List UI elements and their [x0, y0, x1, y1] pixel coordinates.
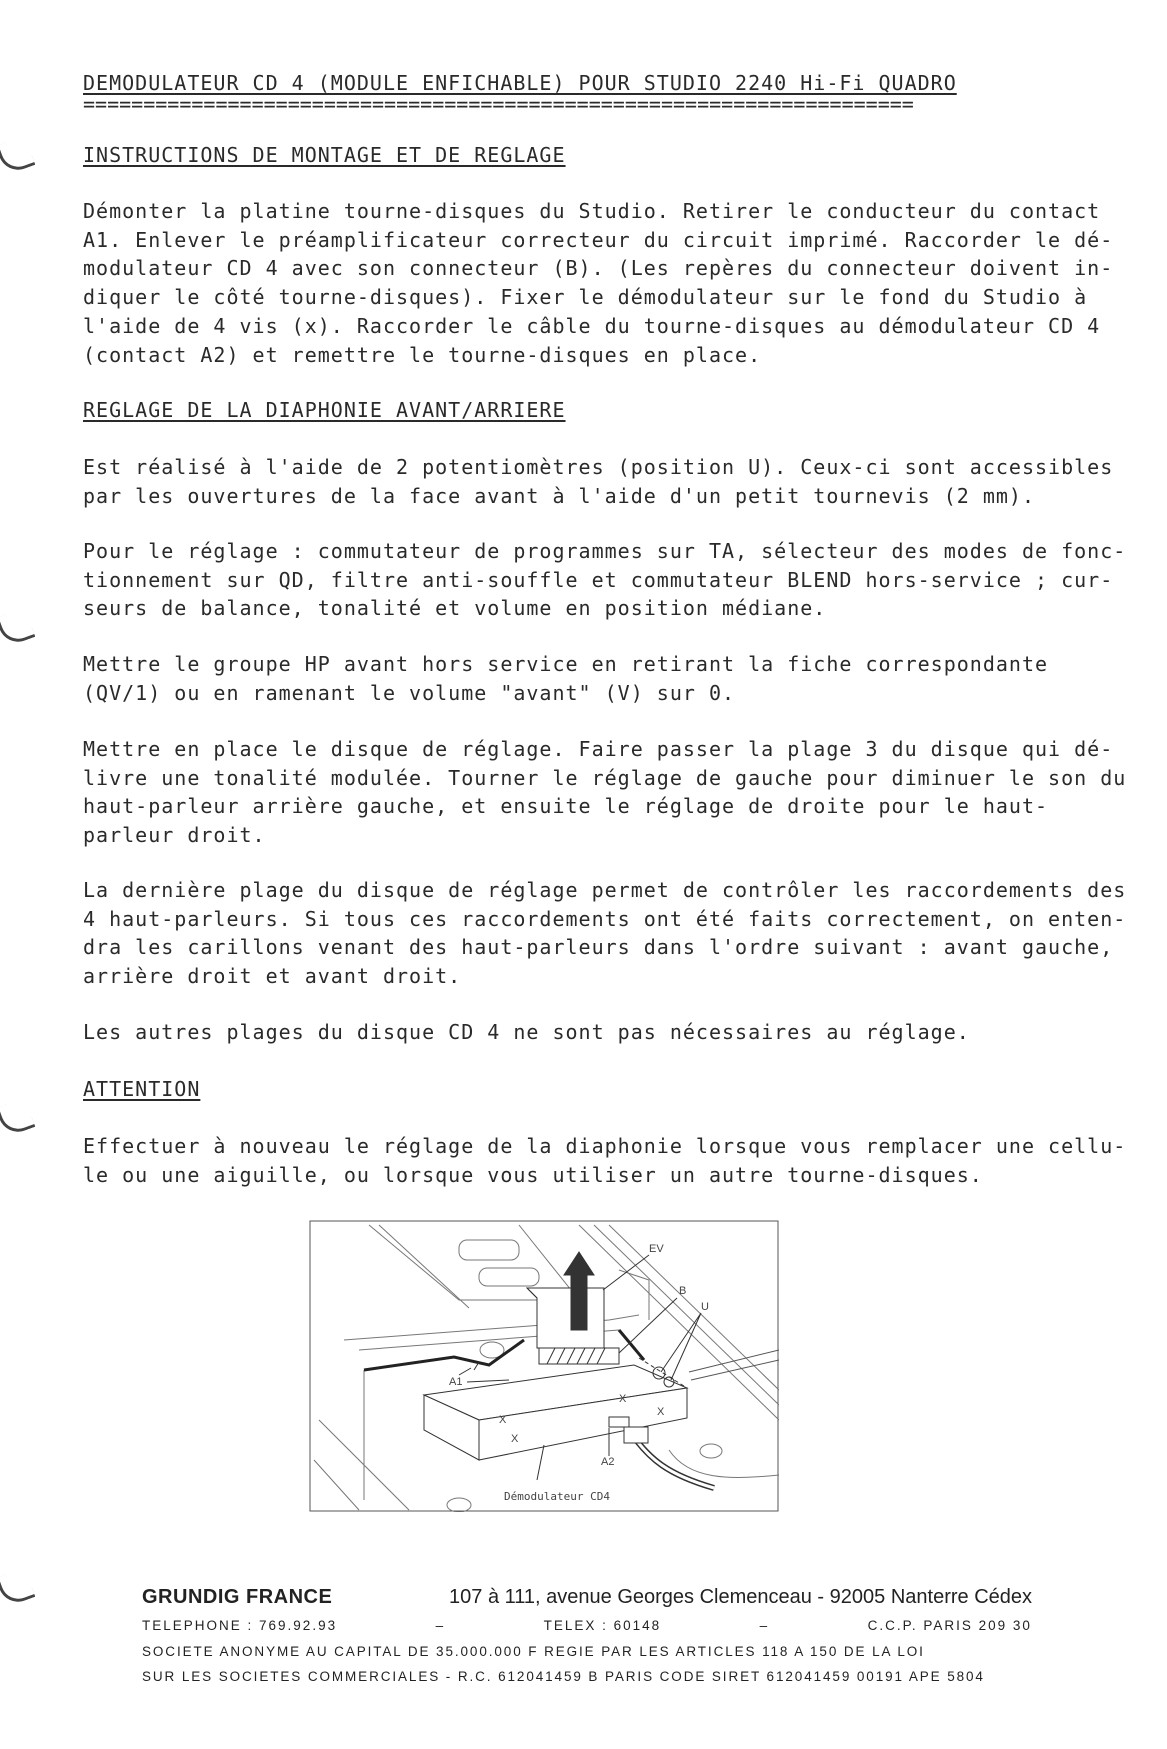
footer-contact-row	[142, 1618, 1032, 1633]
label-screw-x: X	[657, 1406, 665, 1418]
separator: –	[435, 1618, 446, 1633]
label-screw-x: X	[499, 1414, 507, 1426]
section-heading-attention: ATTENTION	[83, 1077, 201, 1101]
company-address: 107 à 111, avenue Georges Clemenceau - 92005 Nanterre Cédex	[449, 1586, 1032, 1608]
title-double-rule: =====================================================================	[83, 98, 914, 110]
punch-hole-mark	[0, 136, 35, 176]
paragraph: Démonter la platine tourne-disques du Studio. Retirer le conducteur du contact A1. Enlever le préamplificateur correcteur du circuit imprimé. Raccorder le dé- modulateur CD 4 avec son connecteur (B). (Les repères du connecteur doivent in- diquer le côté tourne-disques). Fixer le démodulateur sur le fond du Studio à l'aide de 4 vis (x). Raccorder le câble du tourne-disques au démodulateur CD 4 (contact A2) et remettre le tourne-disques en place.	[83, 199, 1114, 367]
label-screw-x: X	[619, 1393, 627, 1405]
installation-diagram	[309, 1220, 779, 1512]
section-heading-montage: INSTRUCTIONS DE MONTAGE ET DE REGLAGE	[83, 143, 566, 167]
document-title: DEMODULATEUR CD 4 (MODULE ENFICHABLE) POUR STUDIO 2240 Hi-Fi QUADRO	[83, 71, 957, 95]
label-screw-x: X	[511, 1433, 519, 1445]
label-a2: A2	[601, 1456, 615, 1468]
legal-line-2: SUR LES SOCIETES COMMERCIALES - R.C. 612041459 B PARIS CODE SIRET 612041459 00191 APE 5804	[142, 1669, 985, 1684]
label-b: B	[679, 1285, 687, 1297]
demodulator-module	[424, 1365, 687, 1460]
paragraph: Mettre le groupe HP avant hors service en retirant la fiche correspondante (QV/1) ou en ramenant le volume "avant" (V) sur 0.	[83, 652, 1049, 705]
telephone: TELEPHONE : 769.92.93	[142, 1618, 338, 1633]
label-ev: EV	[649, 1243, 664, 1255]
paragraph: Pour le réglage : commutateur de programmes sur TA, sélecteur des modes de fonc- tionnement sur QD, filtre anti-souffle et commutateur BLEND hors-service ; cur- seurs de balance, tonalité et volume en position médiane.	[83, 539, 1127, 621]
paragraph: Les autres plages du disque CD 4 ne sont pas nécessaires au réglage.	[83, 1020, 970, 1044]
paragraph: Est réalisé à l'aide de 2 potentiomètres (position U). Ceux-ci sont accessibles par les ouvertures de la face avant à l'aide d'un petit tournevis (2 mm).	[83, 455, 1114, 508]
punch-hole-mark	[0, 608, 35, 648]
punch-hole-mark	[0, 1568, 35, 1608]
punch-hole-mark	[0, 1098, 35, 1138]
legal-line-1: SOCIETE ANONYME AU CAPITAL DE 35.000.000 F REGIE PAR LES ARTICLES 118 A 150 DE LA LOI	[142, 1644, 925, 1659]
paragraph: Mettre en place le disque de réglage. Faire passer la plage 3 du disque qui dé- livre une tonalité modulée. Tourner le réglage de gauche pour diminuer le son du haut-parleur arrière gauche, et ensuite le réglage de droite pour le haut- parleur droit.	[83, 737, 1127, 848]
company-name: GRUNDIG FRANCE	[142, 1586, 333, 1608]
label-a1: A1	[449, 1376, 463, 1388]
paragraph: La dernière plage du disque de réglage permet de contrôler les raccordements des 4 haut-parleurs. Si tous ces raccordements ont été faits correctement, on enten- dra les carillons venant des haut-parleurs dans l'ordre suivant : avant gauche, arrière droit et avant droit.	[83, 878, 1127, 989]
section-heading-diaphonie: REGLAGE DE LA DIAPHONIE AVANT/ARRIERE	[83, 398, 566, 422]
footer-address-row	[142, 1586, 1032, 1609]
figure-caption: Démodulateur CD4	[504, 1490, 610, 1503]
ccp: C.C.P. PARIS 209 30	[867, 1618, 1032, 1633]
paragraph: Effectuer à nouveau le réglage de la diaphonie lorsque vous remplacer une cellu- le ou une aiguille, ou lorsque vous utiliser un autre tourne-disques.	[83, 1134, 1127, 1187]
ev-bracket	[527, 1288, 604, 1348]
label-u: U	[701, 1301, 709, 1313]
telex: TELEX : 60148	[543, 1618, 662, 1633]
separator: –	[759, 1618, 770, 1633]
wire	[619, 1330, 644, 1360]
